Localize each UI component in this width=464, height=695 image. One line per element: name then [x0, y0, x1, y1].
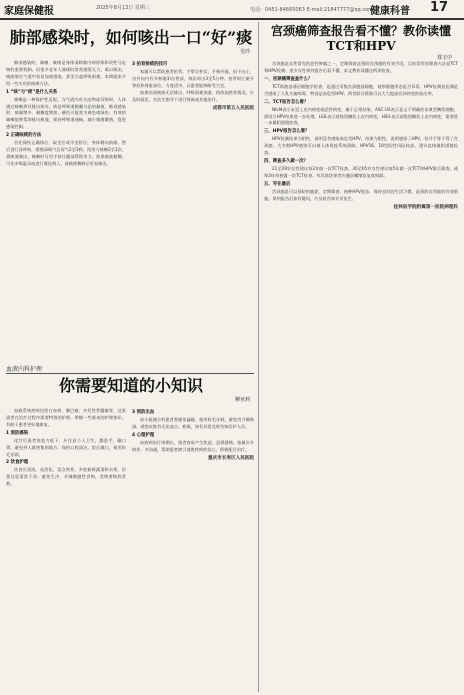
subheading: 3 拍背排痰的技巧 [132, 62, 168, 67]
article-hematology [6, 376, 256, 403]
paragraph: 如果出现痰液无法排出、呼吸困难加重、持续高热等情况，应及时就医，在医生指导下进行吸痰或其他治疗。 [132, 89, 254, 102]
paragraph: HPV检测结果为阴性，说明没有感染高危型HPV。结果为阳性，说明感染了HPV，但并不等于得了宫颈癌。大多数HPV感染可以被人体免疫系统清除。HPV16、18型阳性风险较高，建议直接做阴道镜检查。 [264, 136, 458, 156]
subheading: 1 “咳”与“痰”是什么关系 [6, 89, 58, 95]
paragraph: 化疗后患者免疫力低下，应注意个人卫生，勤洗手，戴口罩，避免到人群密集的地方。保持口腔清洁，饭后漱口，使用软毛牙刷。 [6, 437, 126, 457]
section-label: 血液内科护理 [6, 364, 254, 374]
article-source: 桂林医学院附属第一医院病理科 [393, 204, 458, 210]
article-source: 重庆市长寿区人民医院 [208, 455, 254, 461]
article-source: 成都市第五人民医院 [212, 105, 254, 111]
article-body-col2 [132, 60, 254, 360]
paragraph: 饮食应清淡、易消化、富含营养，多吃新鲜蔬菜和水果，但要注意清洗干净。避免生冷、辛辣刺激性食物，食物要彻底煮熟。 [6, 467, 126, 487]
article-body-col1 [6, 60, 126, 360]
paragraph: 血液病治疗周期长，患者容易产生焦虑、恐惧情绪。家属应多陪伴、多沟通，帮助患者树立战胜疾病的信心，积极配合治疗。 [132, 439, 254, 452]
subheading: 1 预防感染 [6, 430, 29, 436]
article-intro: 宫颈癌是女性常见的恶性肿瘤之一，定期筛查是预防宫颈癌的有效手段。目前常用的筛查方法是TCT和HPV检测。很多女性拿到报告后看不懂，本文教你读懂这两项检查。 [264, 61, 458, 73]
paragraph: TCT即液基薄层细胞学检查，是通过采集宫颈脱落细胞，观察细胞形态是否异常。HPV检测是检测是否感染了人乳头瘤病毒，特别是高危型HPV。两者联合筛查可以大大提高宫颈病变的检出率。 [264, 83, 458, 96]
column-divider [258, 22, 259, 692]
subheading: 三、HPV报告怎么看？ [264, 129, 310, 135]
subheading: 3 预防出血 [132, 410, 155, 415]
paragraph: 咳嗽是一种保护性反射。当气道内有分泌物或异物时，人体通过咳嗽将其排出体外。痰是呼吸道黏膜分泌的黏液，肺部感染时，痰量增多、黏稠度增加，颜色可能变为黄色或绿色。有效的咳嗽能够帮助排出痰液，保持呼吸道通畅，减少细菌繁殖，促进感染控制。 [6, 96, 126, 130]
paragraph: 首先保持正确体位，取坐位或半坐卧位，身体稍向前倾。然后进行深呼吸，缓慢深吸气后屏气2至3秒，再用力咳嗽2至3次，将痰液咳出。咳嗽时可用手按压腹部帮助用力。如果痰液黏稠，可先多喝温水或进行雾化吸入，使痰液稀释后更易咳出。 [6, 140, 126, 166]
subheading: 五、写在最后 [264, 181, 291, 187]
article-lung-infection [6, 28, 256, 55]
subheading: 二、TCT报告怎么看？ [264, 99, 309, 105]
page-number: 17 [430, 0, 449, 15]
paragraph: 家属可以帮助患者拍背。手掌呈杯状，手指并拢，由下向上、由外向内有节奏地叩击背部，每次叩击3至5分钟。拍背时应避开脊柱和肾脏部位，力度适中，以患者能够耐受为宜。 [132, 69, 254, 88]
page-header [0, 0, 464, 20]
article-cervical-screening [264, 24, 458, 681]
paragraph: NILM表示未见上皮内病变或恶性病变，属于正常结果。ASC-US表示意义不明确的非典型鳞状细胞，需结合HPV结果进一步处理。LSIL表示低级别鳞状上皮内病变，HSIL表示高级别鳞状上皮内病变，需要进一步做阴道镜检查。 [264, 106, 458, 126]
paragraph: 宫颈癌是可以预防的癌症。定期筛查、接种HPV疫苗、保持良好的生活习惯，是预防宫颈癌的有效措施。拿到报告后如有疑问，应及时咨询专业医生。 [264, 188, 458, 201]
newspaper-name: 家庭保健报 [4, 6, 54, 17]
contact-info: 电话：0451-84665063 E-mail:21847777@qq.com [250, 7, 373, 13]
subheading: 2 饮食护理 [6, 460, 29, 466]
section-title: 健康科普 [370, 6, 410, 17]
paragraph: 21至29岁女性建议每3年做一次TCT检查。30至65岁女性建议每5年做一次TCT和HPV联合筛查，或每3年单独做一次TCT检查。有异常结果者应遵医嘱缩短复查间隔。 [264, 166, 458, 178]
article-body-col1 [6, 408, 126, 690]
subheading: 四、筛查多久做一次？ [264, 159, 308, 165]
paragraph: 血小板减少的患者要避免磕碰，使用软毛牙刷，避免用力擤鼻涕。观察皮肤有无出血点、瘀斑，如有异常及时告知医护人员。 [132, 417, 254, 429]
article-body [264, 61, 458, 681]
article-title: 肺部感染时，如何咳出一口“好”痰 [9, 28, 253, 47]
article-intro: 肺部感染时，咳嗽、咳痰是身体清除肺内病原体和炎性分泌物的重要机制。但很多老年人咳痰时常常感觉无力，难以咳出，痰液堵在气道中容易加重感染，甚至引起呼吸困难。本期就来介绍一些实用的排痰方法。 [6, 60, 126, 86]
article-intro: 血液系统疾病包括白血病、淋巴瘤、多发性骨髓瘤等，这类患者在治疗过程中需要特别的护理。掌握一些基本的护理知识，有助于患者更好地康复。 [6, 408, 126, 427]
subheading: 2 正确咳痰的方法 [6, 133, 42, 139]
article-author: 柳亚莉 [234, 397, 250, 403]
subheading: 4 心理护理 [132, 432, 155, 438]
article-author: 郑玉中 [436, 55, 452, 61]
article-author: 吴玲 [239, 49, 250, 55]
article-title: 宫颈癌筛查报告看不懂？教你读懂TCT和HPV [270, 24, 451, 53]
article-title: 你需要知道的小知识 [58, 376, 203, 395]
subheading: 一、宫颈癌筛查查什么？ [264, 76, 313, 82]
issue-date: 2025年8月13日 星期三 [96, 5, 150, 11]
article-body-col2 [132, 408, 254, 690]
